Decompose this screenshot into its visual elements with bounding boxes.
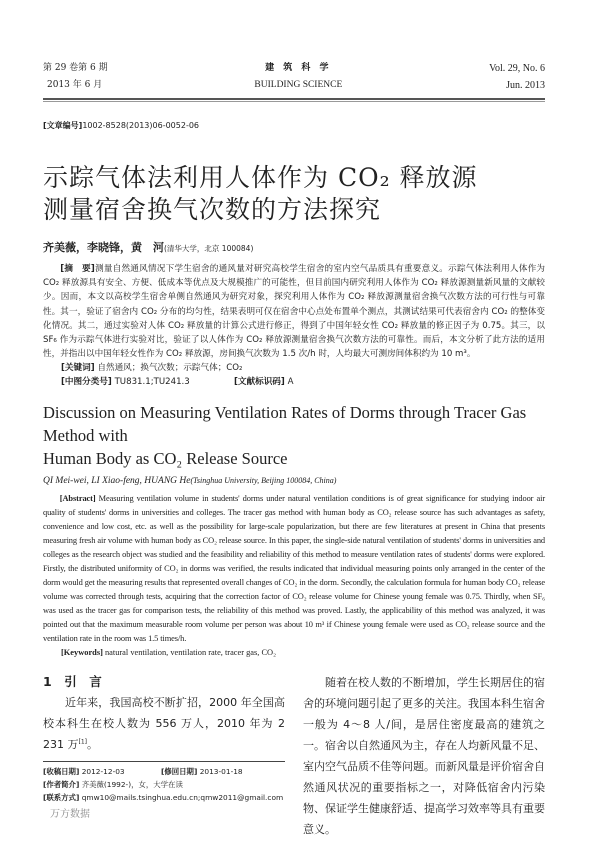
doc-code-value: A <box>287 377 294 388</box>
keywords-cn-text: 自然通风；换气次数；示踪气体；CO₂ <box>97 363 243 374</box>
footnote-rule <box>43 761 285 762</box>
watermark: 万方数据 <box>50 809 90 821</box>
abstract-en <box>43 492 545 646</box>
intro-right-text: 随着在校人数的不断增加，学生长期居住的宿舍的环境问题引起了更多的关注。我国本科生宿舍一般为 4～8 人/间，是居住密度最高的建筑之一。宿舍以自然通风为主，存在人均新风量不足、室内空气品质不佳等问题。而新风量是评价宿舍自然通风状况的重要指标之一，对降低宿舍内污染物、保证学生健康舒适、提高学习效率等具有重要意义。 <box>303 676 545 837</box>
abstract-en-text: Measuring ventilation volume in students' dorms under natural ventilation conditions is of great significance for studying indoor air quality of students' dorms in universities and colleges. The tracer gas method with human body as CO₂ release source has such advantages as safety, convenience and low cost, etc. as well as the possibility for large-scale popularization, but there are few literatures at present in China that presents measuring fresh air volume with human body as CO₂ release source. In this paper, the single-side natural ventilation of students' dorms in universities and colleges as the research object was studied and the feasibility and reliability of this method to measure ventilation rates of students' dorms were explored. Firstly, the distributed uniformity of CO₂ in dorms was verified, the results indicated that individual measuring points only arranged in the center of the dorm would get the measuring results that represented overall changes of CO₂ in the dorm. Secondly, the calculation formula for human body CO₂ release volume was corrected through tests, acquiring that the correction factor of CO₂ release volume for Chinese young female was 0.75. Thirdly, when SF₆ was used as the tracer gas for comparison tests, the reliability of this method was proved. Lastly, the applicability of this method was analyzed, it was pointed out that the maximum measurable room volume per person was about 10 m³ if Chinese young female were used as CO₂ release source and the ventilation rate in the room was 1.5 times/h. <box>43 494 546 644</box>
abstract-cn-text: 测量自然通风情况下学生宿舍的通风量对研究高校学生宿舍的室内空气品质具有重要意义。示踪气体法利用人体作为 CO₂ 释放源具有安全、方便、低成本等优点及大规模推广的可能性，但目前国内研究利用人体作为 CO₂ 释放源测量新风量的文献较少。因而，本文以高校学生宿舍单侧自然通风为研究对象，探究利用人体作为 CO₂ 释放源测量宿舍换气次数方法的可行性与可靠性。其一，验证了宿舍内 CO₂ 分布的均匀性，结果表明可仅在宿舍中心点处布置单个测点，其测试结果可代表宿舍内 CO₂ 的整体变化情况。其二，通过实验对人体 CO₂ 释放量的计算公式进行修正，得到了中国年轻女性 CO₂ 释放量的修正因子为 0.75。其三，以 SF₆ 作为示踪气体进行实验对比，验证了以人体作为 CO₂ 释放源测量宿舍换气次数方法的可靠性。而后，本文分析了此方法的适用性，并指出以中国年轻女性作为 CO₂ 释放源，房间换气次数为 1.5 次/h 时，人均最大可测房间体积约为 10 m³。 <box>43 264 545 360</box>
intro-left-end: 。 <box>87 738 98 752</box>
paper-page <box>43 0 545 840</box>
keywords-en-text: natural ventilation, ventilation rate, tracer gas, CO₂ <box>104 648 277 658</box>
author-bio-label: [作者简介] <box>43 780 80 790</box>
footnote-dates <box>43 765 305 778</box>
footnote-contact <box>43 791 305 804</box>
keywords-cn <box>43 361 545 375</box>
date-en: Jun. 2013 <box>506 80 545 91</box>
intro-left-paragraph <box>43 692 285 755</box>
received-date: 2012-12-03 <box>81 767 125 777</box>
journal-name-cn: 建 筑 科 学 <box>265 63 332 73</box>
running-header <box>43 60 545 94</box>
issue-date: 2013 年 6 月 <box>47 80 103 90</box>
revised-label: [修回日期] <box>161 767 198 777</box>
keywords-en <box>43 646 545 660</box>
section-heading: 1 引 言 <box>43 674 102 690</box>
title-en-line2: Human Body as CO₂ Release Source <box>43 449 288 469</box>
abstract-en-label: [Abstract] <box>59 494 96 504</box>
intro-left-text: 近年来，我国高校不断扩招，2000 年全国高校本科生在校人数为 556 万人，2010 年为 2 231 万 <box>43 696 285 752</box>
article-number <box>43 120 545 132</box>
authors-cn <box>43 240 545 256</box>
author-names-en: QI Mei-wei, LI Xiao-feng, HUANG He <box>43 476 191 487</box>
title-cn-line1: 示踪气体法利用人体作为 CO₂ 释放源 <box>43 163 478 192</box>
intro-right-column <box>303 672 545 840</box>
journal-name <box>254 60 342 94</box>
footnotes <box>43 765 305 804</box>
author-names-cn: 齐美薇，李晓锋，黄 河 <box>43 241 164 254</box>
keywords-en-label: [Keywords] <box>61 648 103 658</box>
issue-info-en <box>489 60 545 94</box>
abstract-cn <box>43 262 545 361</box>
footnote-author <box>43 778 305 791</box>
revised-date: 2013-01-18 <box>199 767 243 777</box>
abstract-cn-label: [摘 要] <box>60 264 95 274</box>
article-number-label: [文章编号] <box>43 121 83 130</box>
doc-code-label: [文献标识码] <box>234 377 285 388</box>
contact-email: qmw10@mails.tsinghua.edu.cn;qmw2011@gmail.com <box>81 793 284 803</box>
article-number-value: 1002-8528(2013)06-0052-06 <box>82 121 200 130</box>
header-rule <box>43 98 545 100</box>
page-title-cn <box>43 162 545 226</box>
authors-en <box>43 474 545 488</box>
page-title-en <box>43 401 545 470</box>
citation: [1] <box>78 738 87 746</box>
issue-info-cn <box>43 60 108 94</box>
received-label: [收稿日期] <box>43 767 80 777</box>
contact-label: [联系方式] <box>43 793 80 803</box>
issue-number: 第 29 卷第 6 期 <box>43 63 108 73</box>
title-cn-line2: 测量宿舍换气次数的方法探究 <box>43 195 382 224</box>
affiliation-cn: (清华大学，北京 100084) <box>164 244 254 253</box>
keywords-cn-label: [关键词] <box>61 363 95 374</box>
body-columns <box>43 672 545 840</box>
intro-left-column <box>43 672 285 840</box>
classification-label: [中图分类号] <box>61 377 112 388</box>
affiliation-en: (Tsinghua University, Beijing 100084, China) <box>190 476 337 486</box>
volume-en: Vol. 29, No. 6 <box>489 63 545 74</box>
title-en-line1: Discussion on Measuring Ventilation Rates of Dorms through Tracer Gas Method with <box>43 403 527 446</box>
header-rule-thin <box>43 101 545 102</box>
classification <box>43 375 545 389</box>
classification-value: TU831.1;TU241.3 <box>114 377 190 388</box>
journal-name-en: BUILDING SCIENCE <box>254 80 343 90</box>
author-bio: 齐美薇(1992-)，女，大学在读 <box>81 780 183 790</box>
